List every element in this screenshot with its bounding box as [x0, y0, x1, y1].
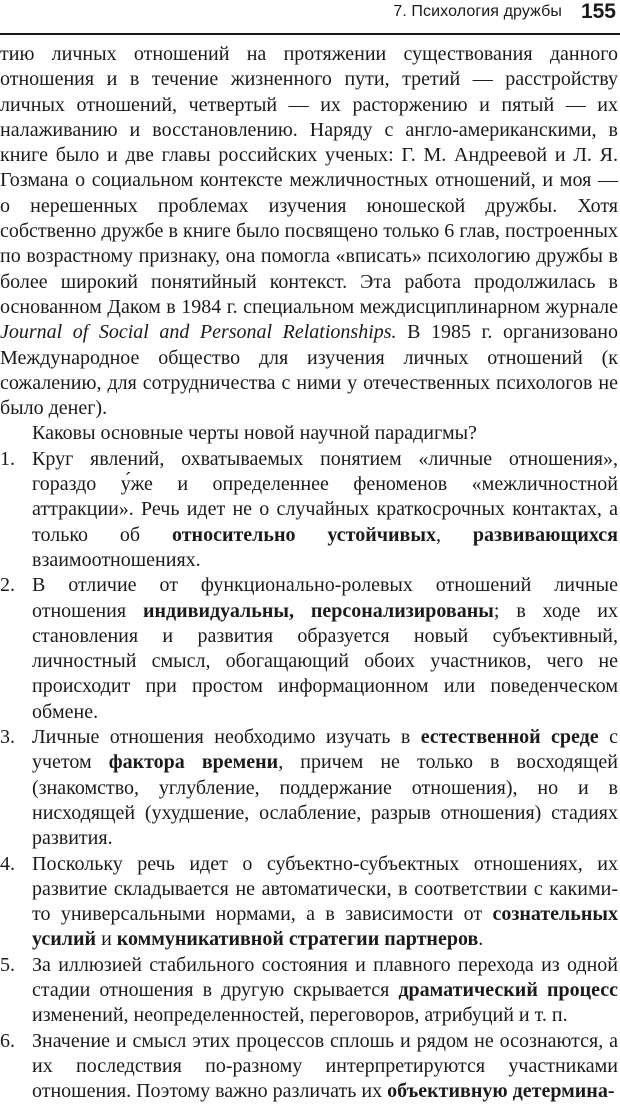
- emphasis-text: фактора времени: [108, 751, 279, 774]
- chapter-title: 7. Психология дружбы: [393, 3, 562, 20]
- list-item-number: 3.: [0, 726, 15, 749]
- question-paragraph: Каковы основные черты новой научной парадигмы?: [32, 422, 477, 445]
- running-head: [0, 0, 620, 28]
- list-item: [0, 573, 618, 725]
- list-item-number: 1.: [0, 447, 15, 470]
- emphasis-text: относительно устойчивых: [172, 523, 436, 546]
- page-number: 155: [580, 0, 616, 23]
- list-item: [0, 1029, 618, 1104]
- list-item-text: Личные отношения необходимо изучать в: [32, 726, 421, 749]
- continued-paragraph: [0, 42, 618, 421]
- features-list: [0, 447, 618, 1104]
- list-item-text: ; в ходе их становления и развития образуется новый субъективный, личностный смысл, обогащающий обоих участников, чего не происходит при простом информационном или поведенческом обмене.: [32, 599, 618, 723]
- list-item-text: ,: [435, 523, 473, 546]
- emphasis-text: коммуникативной стратегии партнеров: [116, 928, 479, 951]
- paragraph-text-end: В 1985 г. организовано Международное общество для изучения личных отношений (к сожалению, для сотрудничества с ними у отечественных психологов не было денег).: [0, 321, 618, 420]
- list-item: [0, 447, 618, 573]
- list-item-number: 4.: [0, 852, 15, 875]
- list-item-text: , причем не только в восходящей (знакомство, углубление, поддержание отношения), но и в нисходящей (ухудшение, ослабление, разрыв отношения) стадиях развития.: [32, 751, 618, 850]
- list-item-text: .: [478, 928, 484, 951]
- list-item-text: с учетом: [32, 726, 618, 774]
- journal-title: Journal of Social and Personal Relationships.: [0, 321, 397, 344]
- list-item-number: 5.: [0, 953, 15, 976]
- list-item-text: Значение и смысл этих процессов сплошь и рядом не осознаются, а их последствия по-разному интерпретируются участниками отношения. Поэтому важно различать их: [32, 1029, 618, 1103]
- list-item-text: В отличие от функционально-ролевых отношений личные отношения: [32, 574, 618, 622]
- list-item-text: Поскольку речь идет о субъектно-субъектных отношениях, их развитие складывается не автоматически, в соответствии с какими-то универсальными нормами, а в зависимости от: [32, 852, 618, 926]
- list-item-text: изменений, неопределенностей, переговоров, атрибуций и т. п.: [32, 1004, 568, 1027]
- list-item-number: 2.: [0, 574, 15, 597]
- list-item-text: и: [96, 928, 117, 951]
- list-item-text: За иллюзией стабильного состояния и плавного перехода из одной стадии отношения в другую скрывается: [32, 953, 618, 1001]
- emphasis-text: развивающихся: [472, 523, 618, 546]
- list-item-number: 6.: [0, 1029, 15, 1052]
- header-rule: [0, 33, 620, 35]
- list-item-text: взаимоотношениях.: [32, 548, 201, 571]
- list-item-text: Круг явлений, охватываемых понятием «личные отношения», гораздо у́же и определеннее феноменов «межличностной аттракции». Речь идет не о случайных краткосрочных контактах, а только об: [32, 447, 618, 546]
- list-item: [0, 852, 618, 953]
- emphasis-text: драматический процесс: [398, 978, 618, 1001]
- emphasis-text: объективную детермина-: [387, 1080, 615, 1103]
- emphasis-text: естественной среде: [420, 726, 599, 749]
- paragraph-text: тию личных отношений на протяжении существования данного отношения и в течение жизненного пути, третий — расстройству личных отношений, четвертый — их расторжению и пятый — их налаживанию и восстановлению. Наряду с англо-американскими, в книге было и две главы российских ученых: Г. М. Андреевой и Л. Я. Гозмана о социальном контексте межличностных отношений, и моя — о нерешенных проблемах изучения юношеской дружбы. Хотя собственно дружбе в книге было посвящено только 6 глав, построенных по возрастному признаку, она помогла «вписать» психологию дружбы в более широкий понятийный контекст. Эта работа продолжилась в основанном Даком в 1984 г. специальном междисциплинарном журнале: [0, 43, 618, 318]
- list-item: [0, 953, 618, 1029]
- emphasis-text: индивидуальны, персонализированы: [142, 599, 494, 622]
- emphasis-text: сознательных усилий: [32, 903, 618, 951]
- page-body: [0, 42, 618, 1104]
- list-item: [0, 725, 618, 851]
